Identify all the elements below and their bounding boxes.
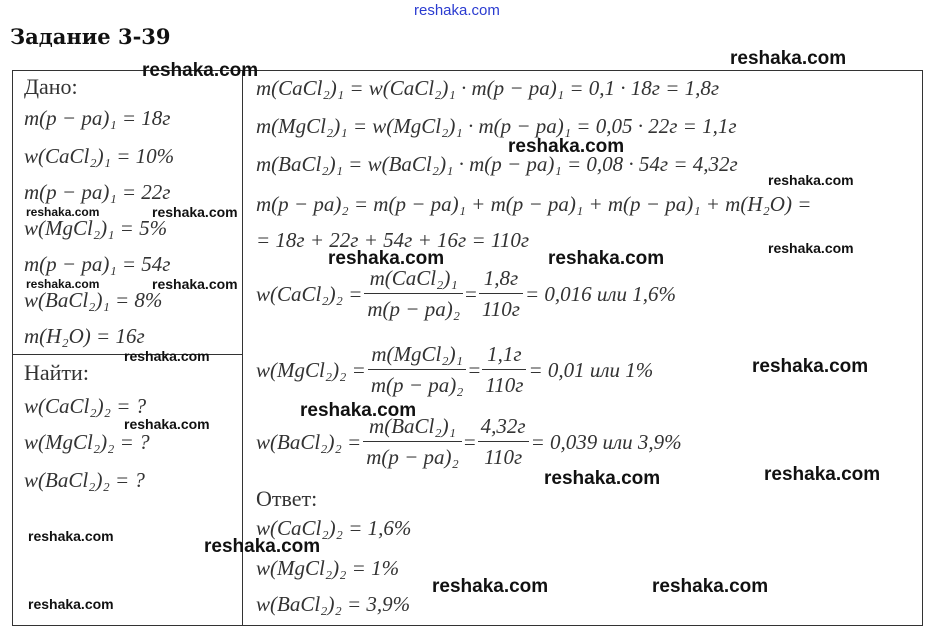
fraction <box>482 342 526 398</box>
watermark: reshaka.com <box>328 248 445 269</box>
solution-line: m(BaCl₂)₁ = w(BaCl₂)₁ · m(p − pa)₁ = 0,08 · 54г = 4,32г <box>256 152 738 176</box>
watermark: reshaka.com <box>768 172 854 188</box>
fraction <box>364 266 463 322</box>
fraction-numerator: m(MgCl₂)₁ <box>368 342 467 370</box>
watermark: reshaka.com <box>142 60 259 81</box>
watermark: reshaka.com <box>152 204 238 220</box>
fraction-denominator: m(p − pa)₂ <box>370 373 464 397</box>
fraction-result: = 0,016 или 1,6% <box>524 281 677 306</box>
fraction-lhs: w(MgCl₂)₂ = <box>256 357 366 382</box>
given-line: w(BaCl₂)₁ = 8% <box>24 288 163 312</box>
watermark: reshaka.com <box>768 240 854 256</box>
watermark: reshaka.com <box>730 48 847 69</box>
answer-line: w(CaCl₂)₂ = 1,6% <box>256 516 412 540</box>
fraction <box>479 266 523 322</box>
answer-line: w(MgCl₂)₂ = 1% <box>256 556 400 580</box>
fraction <box>363 414 462 470</box>
watermark: reshaka.com <box>26 277 100 291</box>
watermark: reshaka.com <box>764 464 881 485</box>
fraction-numerator: 1,8г <box>479 266 523 294</box>
fraction <box>368 342 467 398</box>
watermark: reshaka.com <box>432 576 549 597</box>
watermark: reshaka.com <box>152 276 238 292</box>
fraction-denominator: 110г <box>481 297 520 321</box>
watermark: reshaka.com <box>548 248 665 269</box>
given-line: w(MgCl₂)₁ = 5% <box>24 216 168 240</box>
watermark: reshaka.com <box>508 136 625 157</box>
find-line: w(MgCl₂)₂ = ? <box>24 430 150 454</box>
given-line: w(CaCl₂)₁ = 10% <box>24 144 175 168</box>
watermark: reshaka.com <box>544 468 661 489</box>
given-line: m(p − pa)₁ = 54г <box>24 252 171 276</box>
find-line: w(CaCl₂)₂ = ? <box>24 394 147 418</box>
fraction-result: = 0,039 или 3,9% <box>530 429 682 454</box>
fraction-denominator: 110г <box>485 373 524 397</box>
watermark: reshaka.com <box>26 205 100 219</box>
solution-line: = 18г + 22г + 54г + 16г = 110г <box>256 228 530 252</box>
fraction <box>478 414 529 470</box>
watermark: reshaka.com <box>300 400 417 421</box>
fraction-numerator: m(CaCl₂)₁ <box>364 266 463 294</box>
given-line: m(p − pa)₁ = 18г <box>24 106 171 130</box>
fraction-row: w(MgCl₂)₂ = $\frac{\text{m(MgCl₂)₁}}{\text{m(p − pa)₂}}$ = $\frac{1,1г}{110г}$ = 0,01 или 1% <box>256 342 654 397</box>
fraction-lhs: w(CaCl₂)₂ = <box>256 281 363 306</box>
fraction-lhs: w(BaCl₂)₂ = <box>256 429 362 454</box>
watermark: reshaka.com <box>28 528 114 544</box>
solution-line: m(MgCl₂)₁ = w(MgCl₂)₁ · m(p − pa)₁ = 0,05 · 22г = 1,1г <box>256 114 737 138</box>
fraction-row: w(CaCl₂)₂ = $\frac{\text{m(CaCl₂)₁}}{\text{m(p − pa)₂}}$ = $\frac{1,8г}{110г}$ = 0,016 или 1,6% <box>256 266 677 321</box>
watermark: reshaka.com <box>652 576 769 597</box>
fraction-result: = 0,01 или 1% <box>528 357 654 382</box>
site-link[interactable]: reshaka.com <box>414 2 500 19</box>
find-line: w(BaCl₂)₂ = ? <box>24 468 145 492</box>
watermark: reshaka.com <box>28 596 114 612</box>
given-line: m(H₂O) = 16г <box>24 324 145 348</box>
watermark: reshaka.com <box>204 536 321 557</box>
solution-line: m(p − pa)₂ = m(p − pa)₁ + m(p − pa)₁ + m(p − pa)₁ + m(H₂O) = <box>256 192 812 216</box>
fraction-denominator: m(p − pa)₂ <box>366 445 459 469</box>
watermark: reshaka.com <box>752 356 869 377</box>
given-header: Дано: <box>24 74 78 99</box>
find-header: Найти: <box>24 360 89 385</box>
fraction-numerator: m(BaCl₂)₁ <box>363 414 462 442</box>
fraction-denominator: m(p − pa)₂ <box>367 297 460 321</box>
watermark: reshaka.com <box>124 348 210 364</box>
fraction-numerator: 1,1г <box>482 342 526 370</box>
solution-line: m(CaCl₂)₁ = w(CaCl₂)₁ · m(p − pa)₁ = 0,1 · 18г = 1,8г <box>256 76 720 100</box>
task-title: Задание 3-39 <box>10 24 171 49</box>
watermark: reshaka.com <box>124 416 210 432</box>
answer-header: Ответ: <box>256 486 318 511</box>
fraction-denominator: 110г <box>484 445 523 469</box>
fraction-numerator: 4,32г <box>478 414 529 442</box>
answer-line: w(BaCl₂)₂ = 3,9% <box>256 592 411 616</box>
given-line: m(p − pa)₁ = 22г <box>24 180 171 204</box>
fraction-row: w(BaCl₂)₂ = $\frac{\text{m(BaCl₂)₁}}{\text{m(p − pa)₂}}$ = $\frac{4,32г}{110г}$ = 0,039 или 3,9% <box>256 414 682 469</box>
